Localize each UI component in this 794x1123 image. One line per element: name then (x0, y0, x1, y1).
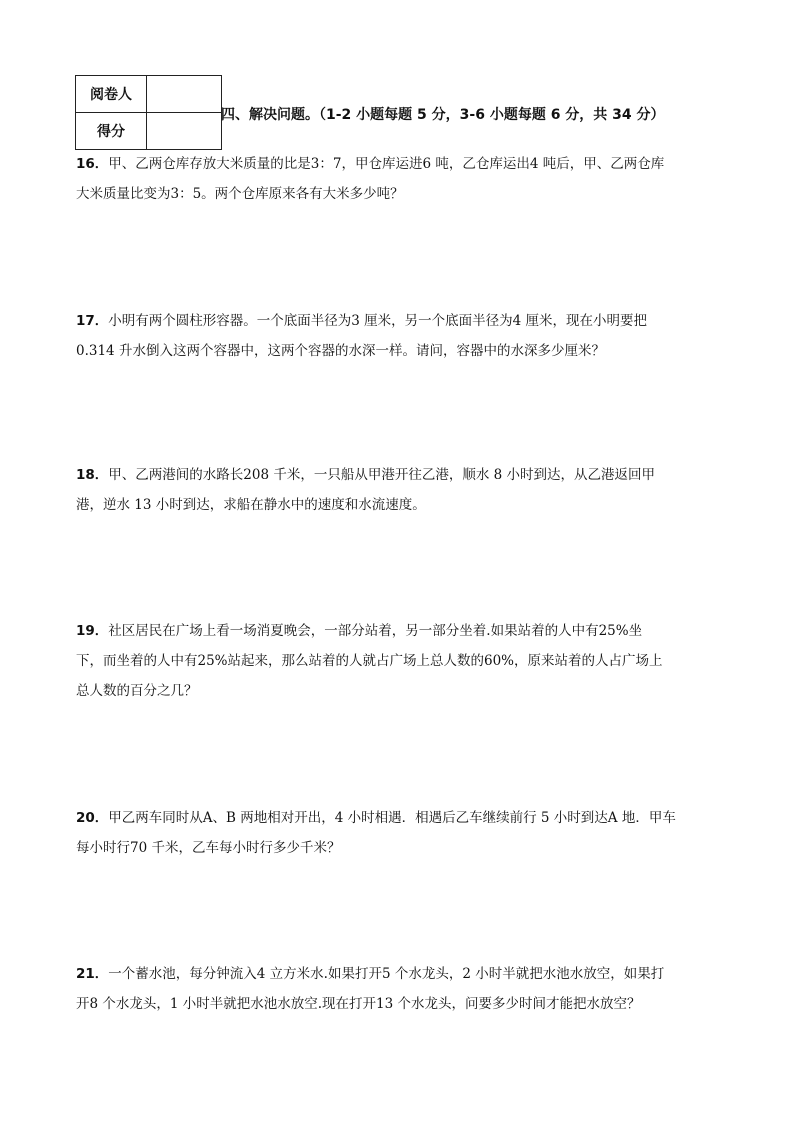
score-row (76, 113, 222, 150)
question-number: 18． (76, 467, 109, 483)
question-number: 16． (76, 156, 109, 172)
question-text: 甲乙两车同时从A、B 两地相对开出，4 小时相遇．相遇后乙车继续前行 5 小时到达A 地．甲车 (108, 810, 676, 826)
question-line (76, 149, 726, 179)
question-21 (76, 959, 726, 1019)
question-number: 21． (76, 966, 109, 982)
question-17 (76, 306, 726, 366)
reviewer-row (76, 76, 222, 113)
question-line (76, 959, 726, 989)
score-blank-cell (147, 113, 222, 150)
question-number: 17． (76, 313, 109, 329)
question-text: 一个蓄水池，每分钟流入4 立方米水.如果打开5 个水龙头，2 小时半就把水池水放空，如果打 (108, 966, 665, 982)
question-line: 每小时行70 千米，乙车每小时行多少千米？ (76, 840, 341, 856)
reviewer-blank-cell (147, 76, 222, 113)
question-line: 开8 个水龙头，1 小时半就把水池水放空.现在打开13 个水龙头，问要多少时间才能把水放空？ (76, 996, 641, 1012)
question-text: 小明有两个圆柱形容器。一个底面半径为3 厘米，另一个底面半径为4 厘米，现在小明要把 (108, 313, 648, 329)
question-19 (76, 616, 726, 706)
question-number: 20． (76, 810, 109, 826)
question-line: 大米质量比变为3：5。两个仓库原来各有大米多少吨？ (76, 186, 404, 202)
question-line: 总人数的百分之几？ (76, 683, 198, 699)
question-16 (76, 149, 726, 209)
reviewer-label: 阅卷人 (76, 76, 147, 113)
question-20 (76, 803, 726, 863)
question-text: 社区居民在广场上看一场消夏晚会，一部分站着，另一部分坐着.如果站着的人中有25%坐 (108, 623, 643, 639)
question-number: 19． (76, 623, 109, 639)
question-line: 下，而坐着的人中有25%站起来，那么站着的人就占广场上总人数的60%，原来站着的人占广场上 (76, 653, 663, 669)
question-line: 港，逆水 13 小时到达，求船在静水中的速度和水流速度。 (76, 497, 426, 513)
question-text: 甲、乙两仓库存放大米质量的比是3：7，甲仓库运进6 吨，乙仓库运出4 吨后，甲、乙两仓库 (108, 156, 665, 172)
question-line (76, 803, 726, 833)
section-title: 四、解决问题。（1-2 小题每题 5 分，3-6 小题每题 6 分，共 34 分） (221, 107, 665, 123)
score-label: 得分 (76, 113, 147, 150)
question-text: 甲、乙两港间的水路长208 千米，一只船从甲港开往乙港，顺水 8 小时到达，从乙港返回甲 (108, 467, 656, 483)
question-line (76, 460, 726, 490)
question-line: 0.314 升水倒入这两个容器中，这两个容器的水深一样。请问，容器中的水深多少厘米？ (76, 343, 605, 359)
question-line (76, 616, 726, 646)
question-line (76, 306, 726, 336)
score-table (75, 75, 222, 150)
question-18 (76, 460, 726, 520)
